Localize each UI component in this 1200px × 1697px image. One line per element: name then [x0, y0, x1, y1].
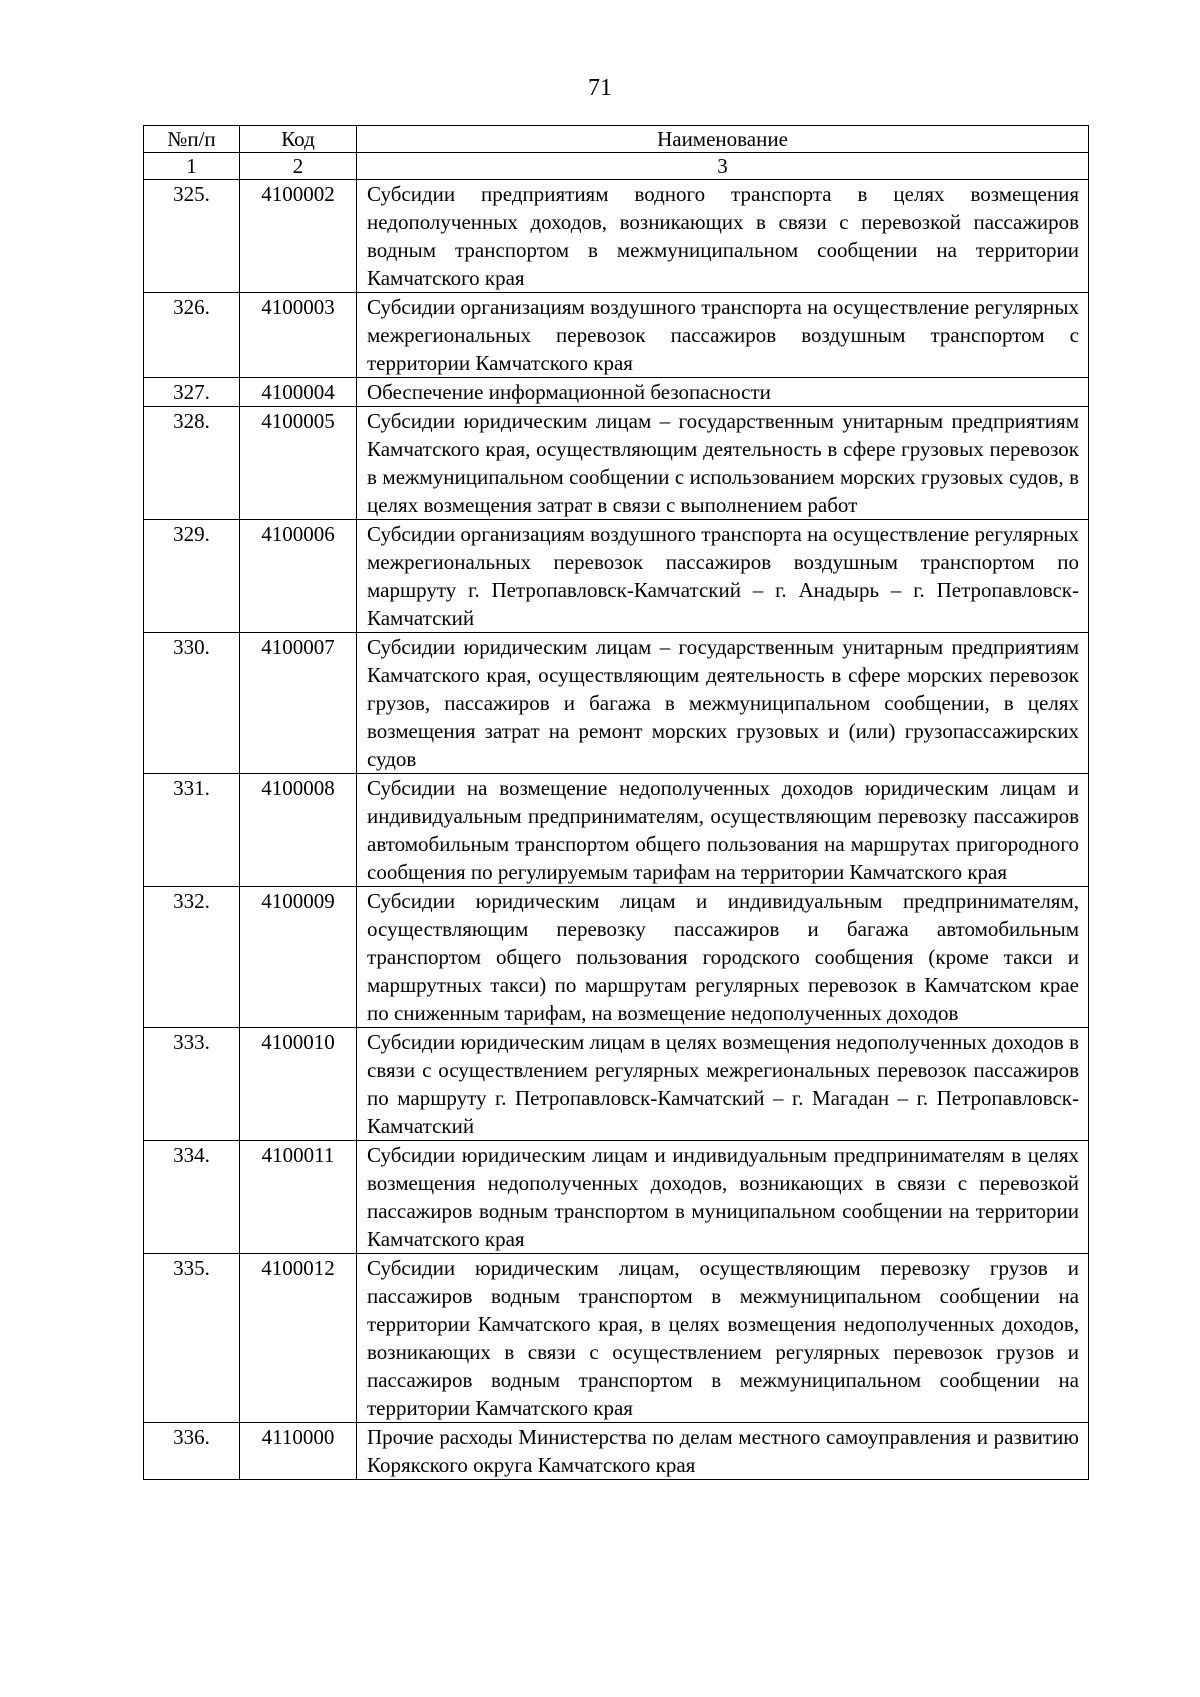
row-code: 4110000 — [240, 1423, 357, 1480]
table-row — [144, 633, 1089, 774]
table-row — [144, 180, 1089, 293]
header-row — [144, 126, 1089, 153]
header-code: Код — [240, 126, 357, 153]
row-name: Субсидии юридическим лицам – государственным унитарным предприятиям Камчатского края, осуществляющим деятельность в сфере морских перевозок грузов, пассажиров и багажа в межмуниципальном сообщении, в целях возмещения затрат на ремонт морских грузовых и (или) грузопассажирских судов — [357, 633, 1089, 774]
row-name: Прочие расходы Министерства по делам местного самоуправления и развитию Корякского округа Камчатского края — [357, 1423, 1089, 1480]
row-code: 4100008 — [240, 774, 357, 887]
row-number: 336. — [144, 1423, 240, 1480]
table-row — [144, 407, 1089, 520]
table-row — [144, 887, 1089, 1028]
column-index-row — [144, 153, 1089, 180]
row-name: Обеспечение информационной безопасности — [357, 378, 1089, 407]
row-name: Субсидии юридическим лицам и индивидуальным предпринимателям, осуществляющим перевозку пассажиров и багажа автомобильным транспортом общего пользования городского сообщения (кроме такси и маршрутных такси) по маршрутам регулярных перевозок в Камчатском крае по сниженным тарифам, на возмещение недополученных доходов — [357, 887, 1089, 1028]
row-code: 4100003 — [240, 293, 357, 378]
row-name: Субсидии предприятиям водного транспорта в целях возмещения недополученных доходов, возникающих в связи с перевозкой пассажиров водным транспортом в межмуниципальном сообщении на территории Камчатского края — [357, 180, 1089, 293]
column-index-num: 1 — [144, 153, 240, 180]
row-code: 4100012 — [240, 1254, 357, 1423]
row-number: 327. — [144, 378, 240, 407]
table-row — [144, 1141, 1089, 1254]
row-number: 330. — [144, 633, 240, 774]
row-number: 328. — [144, 407, 240, 520]
budget-code-table — [143, 125, 1089, 1480]
row-name: Субсидии юридическим лицам в целях возмещения недополученных доходов в связи с осуществлением регулярных межрегиональных перевозок пассажиров по маршруту г. Петропавловск-Камчатский – г. Магадан – г. Петропавловск-Камчатский — [357, 1028, 1089, 1141]
table-row — [144, 1254, 1089, 1423]
row-name: Субсидии юридическим лицам и индивидуальным предпринимателям в целях возмещения недополученных доходов, возникающих в связи с перевозкой пассажиров водным транспортом в муниципальном сообщении на территории Камчатского края — [357, 1141, 1089, 1254]
row-name: Субсидии на возмещение недополученных доходов юридическим лицам и индивидуальным предпринимателям, осуществляющим перевозку пассажиров автомобильным транспортом общего пользования на маршрутах пригородного сообщения по регулируемым тарифам на территории Камчатского края — [357, 774, 1089, 887]
table-row — [144, 1028, 1089, 1141]
row-code: 4100004 — [240, 378, 357, 407]
row-number: 334. — [144, 1141, 240, 1254]
row-code: 4100010 — [240, 1028, 357, 1141]
header-name: Наименование — [357, 126, 1089, 153]
page-number: 71 — [588, 75, 612, 101]
row-number: 325. — [144, 180, 240, 293]
table-row — [144, 520, 1089, 633]
column-index-code: 2 — [240, 153, 357, 180]
row-number: 333. — [144, 1028, 240, 1141]
column-index-name: 3 — [357, 153, 1089, 180]
table-row — [144, 378, 1089, 407]
table-row — [144, 1423, 1089, 1480]
table-row — [144, 293, 1089, 378]
row-code: 4100007 — [240, 633, 357, 774]
row-number: 329. — [144, 520, 240, 633]
table-header — [144, 126, 1089, 180]
row-number: 331. — [144, 774, 240, 887]
row-name: Субсидии организациям воздушного транспорта на осуществление регулярных межрегиональных перевозок пассажиров воздушным транспортом по маршруту г. Петропавловск-Камчатский – г. Анадырь – г. Петропавловск-Камчатский — [357, 520, 1089, 633]
row-code: 4100005 — [240, 407, 357, 520]
row-name: Субсидии юридическим лицам – государственным унитарным предприятиям Камчатского края, осуществляющим деятельность в сфере грузовых перевозок в межмуниципальном сообщении с использованием морских грузовых судов, в целях возмещения затрат в связи с выполнением работ — [357, 407, 1089, 520]
row-code: 4100011 — [240, 1141, 357, 1254]
row-code: 4100009 — [240, 887, 357, 1028]
row-code: 4100006 — [240, 520, 357, 633]
row-code: 4100002 — [240, 180, 357, 293]
row-number: 335. — [144, 1254, 240, 1423]
row-name: Субсидии юридическим лицам, осуществляющим перевозку грузов и пассажиров водным транспортом в межмуниципальном сообщении на территории Камчатского края, в целях возмещения недополученных доходов, возникающих в связи с осуществлением регулярных перевозок грузов и пассажиров водным транспортом в межмуниципальном сообщении на территории Камчатского края — [357, 1254, 1089, 1423]
row-number: 332. — [144, 887, 240, 1028]
row-number: 326. — [144, 293, 240, 378]
table-body — [144, 180, 1089, 1480]
header-num: №п/п — [144, 126, 240, 153]
table-row — [144, 774, 1089, 887]
row-name: Субсидии организациям воздушного транспорта на осуществление регулярных межрегиональных перевозок пассажиров воздушным транспортом с территории Камчатского края — [357, 293, 1089, 378]
